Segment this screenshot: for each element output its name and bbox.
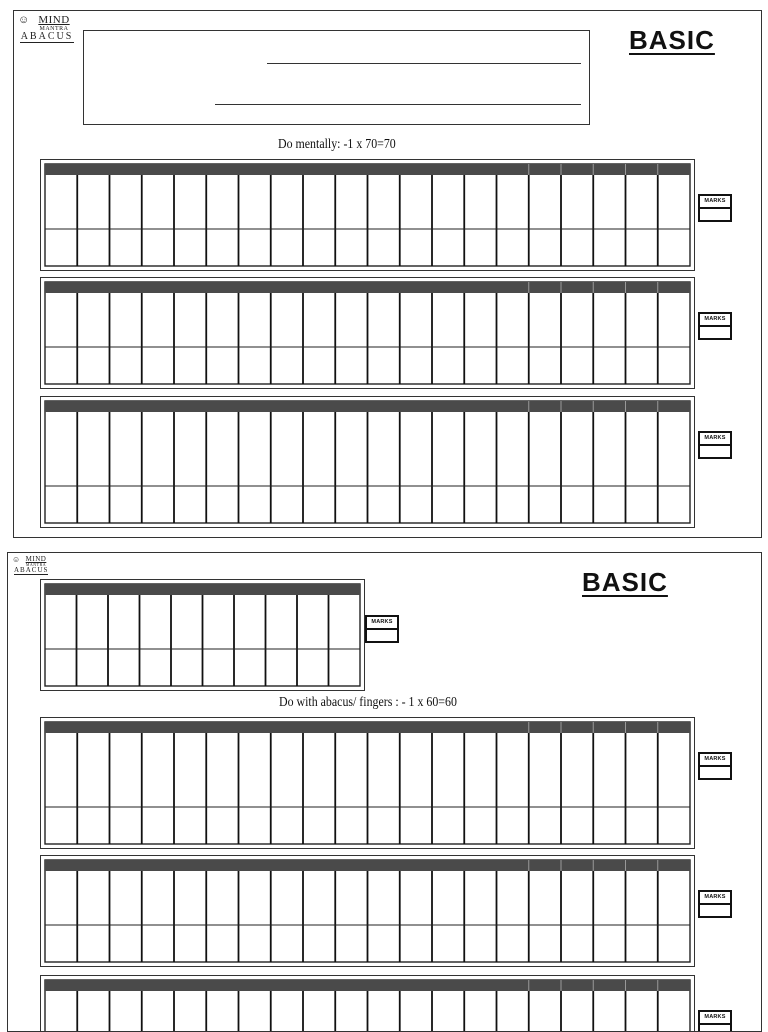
problem-grid[interactable] [40, 855, 695, 967]
problem-grid[interactable] [40, 396, 695, 528]
marks-label: MARKS [700, 196, 730, 209]
logo-mind: MIND [25, 555, 47, 563]
level-title: BASIC [582, 567, 668, 597]
problem-grid[interactable] [40, 159, 695, 271]
grid-lines [41, 856, 694, 966]
name-line[interactable] [267, 63, 581, 64]
marks-box[interactable] [698, 1010, 732, 1032]
marks-label: MARKS [700, 754, 730, 767]
grid-header-bar [45, 584, 360, 595]
marks-box[interactable] [698, 752, 732, 780]
meditating-figure-icon: ☺ [12, 555, 21, 564]
instruction-text: Do mentally: -1 x 70=70 [278, 137, 396, 152]
date-line[interactable] [215, 104, 581, 105]
problem-grid[interactable] [40, 717, 695, 849]
problem-grid[interactable] [40, 975, 695, 1032]
marks-box[interactable] [365, 615, 399, 643]
marks-label: MARKS [700, 1012, 730, 1025]
meditating-figure-icon: ☺ [18, 14, 30, 26]
marks-label: MARKS [700, 892, 730, 905]
marks-label: MARKS [700, 314, 730, 327]
worksheet-page-1 [13, 10, 762, 538]
mind-mantra-logo [20, 15, 74, 43]
problem-grid[interactable] [40, 579, 365, 691]
grid-lines [41, 718, 694, 848]
problem-grid[interactable] [40, 277, 695, 389]
grid-lines [41, 580, 364, 690]
mind-mantra-logo [14, 556, 48, 575]
logo-abacus: ABACUS [20, 31, 74, 42]
grid-lines [41, 397, 694, 527]
instruction-text: Do with abacus/ fingers : - 1 x 60=60 [279, 695, 457, 710]
marks-box[interactable] [698, 312, 732, 340]
name-box [83, 30, 590, 125]
marks-box[interactable] [698, 194, 732, 222]
grid-lines [41, 160, 694, 270]
marks-box[interactable] [698, 890, 732, 918]
marks-label: MARKS [700, 433, 730, 446]
worksheet-page-2 [7, 552, 762, 1032]
marks-box[interactable] [698, 431, 732, 459]
logo-mind: MIND [38, 14, 70, 26]
logo-mantra: MANTRA [39, 26, 69, 32]
grid-lines [41, 278, 694, 388]
marks-label: MARKS [367, 617, 397, 630]
level-title: BASIC [629, 25, 715, 55]
logo-mantra: MANTRA [25, 562, 47, 567]
logo-abacus: ABACUS [14, 566, 49, 574]
